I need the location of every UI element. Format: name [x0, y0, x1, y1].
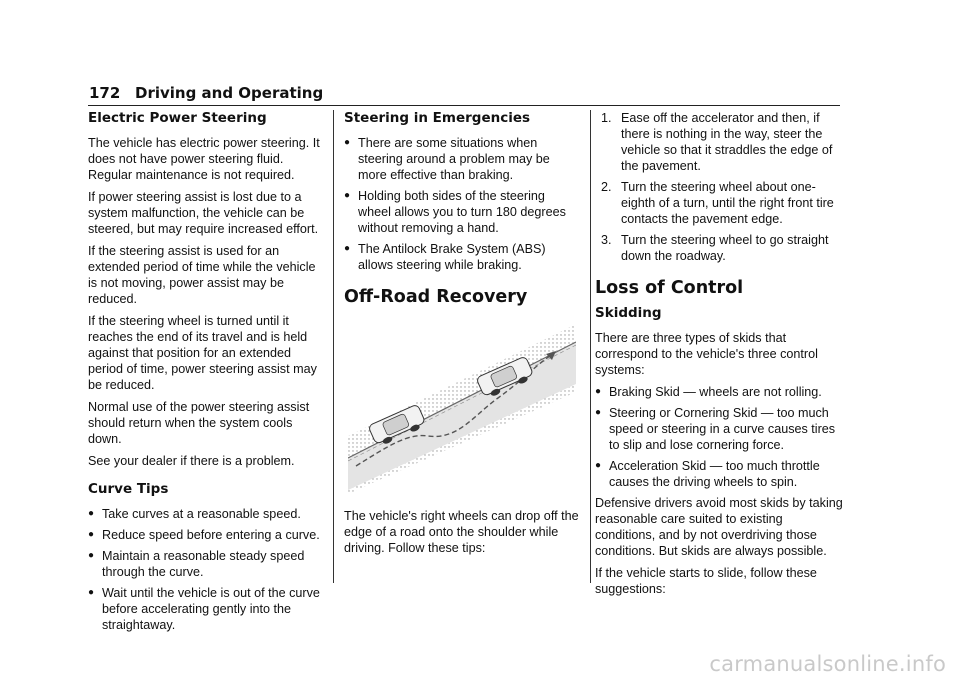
heading-curve-tips: Curve Tips: [88, 481, 169, 497]
list-item-text: Ease off the accelerator and then, if there is nothing in the way, steer the vehicle so that it straddles the edge of the pavement.: [621, 111, 833, 173]
heading-off-road-recovery: Off-Road Recovery: [344, 287, 528, 307]
step-number: 3.: [601, 233, 612, 247]
page-number: 172: [89, 84, 121, 102]
heading-skidding: Skidding: [595, 305, 662, 321]
list-item-text: Take curves at a reasonable speed.: [102, 507, 301, 521]
list-item: [595, 179, 845, 227]
road-surface: [348, 342, 576, 490]
watermark: carmanualsonline.info: [709, 652, 946, 676]
bullet-icon: ●: [595, 386, 602, 397]
list-item: [595, 405, 845, 453]
paragraph: See your dealer if there is a problem.: [88, 454, 295, 468]
emergency-list: [344, 135, 580, 273]
list-item-text: There are some situations when steering around a problem may be more effective than braking.: [358, 136, 550, 182]
paragraph: If power steering assist is lost due to a system malfunction, the vehicle can be steered, but may require increased effort.: [88, 190, 319, 236]
paragraph: The vehicle has electric power steering. It does not have power steering fluid. Regular maintenance is not required.: [88, 136, 320, 182]
list-item: [88, 548, 324, 580]
list-item-text: Reduce speed before entering a curve.: [102, 528, 320, 542]
paragraph: Defensive drivers avoid most skids by taking reasonable care suited to existing conditions, and by not overdriving those conditions. But skids are always possible.: [595, 496, 843, 558]
column-divider: [333, 110, 334, 583]
list-item-text: Wait until the vehicle is out of the curve before accelerating gently into the straightaway.: [102, 586, 320, 632]
curve-tips-list: [88, 506, 324, 633]
paragraph: The vehicle's right wheels can drop off the edge of a road onto the shoulder while driving. Follow these tips:: [344, 509, 579, 555]
list-item-text: Steering or Cornering Skid — too much speed or steering in a curve causes tires to slip and lose cornering force.: [609, 406, 836, 452]
list-item: [344, 241, 580, 273]
column-divider: [590, 110, 591, 583]
paragraph: There are three types of skids that correspond to the vehicle's three control systems:: [595, 331, 818, 377]
list-item-text: Acceleration Skid — too much throttle causes the driving wheels to spin.: [609, 459, 820, 489]
bullet-icon: ●: [344, 137, 351, 148]
list-item: [595, 384, 845, 400]
list-item: [344, 135, 580, 183]
bullet-icon: ●: [88, 587, 95, 598]
paragraph: If the steering assist is used for an extended period of time while the vehicle is not moving, power assist may be reduced.: [88, 244, 316, 306]
recovery-steps: [595, 110, 845, 264]
list-item: [595, 458, 845, 490]
heading-steering-emergencies: Steering in Emergencies: [344, 110, 531, 126]
list-item: [344, 188, 580, 236]
list-item-text: Braking Skid — wheels are not rolling.: [609, 385, 822, 399]
bullet-icon: ●: [595, 407, 602, 418]
list-item: [88, 585, 324, 633]
bullet-icon: ●: [344, 243, 351, 254]
column-2: [344, 110, 580, 562]
step-number: 1.: [601, 111, 612, 125]
list-item-text: Turn the steering wheel about one-eighth of a turn, until the right front tire contacts the pavement edge.: [621, 180, 834, 226]
paragraph: Normal use of the power steering assist should return when the system cools down.: [88, 400, 310, 446]
paragraph: If the vehicle starts to slide, follow these suggestions:: [595, 566, 817, 596]
list-item: [595, 232, 845, 264]
paragraph: If the steering wheel is turned until it reaches the end of its travel and is held against that position for an extended period of time, power steering assist may be reduced.: [88, 314, 317, 392]
bullet-icon: ●: [88, 550, 95, 561]
heading-loss-of-control: Loss of Control: [595, 278, 744, 298]
list-item: [88, 527, 324, 543]
step-number: 2.: [601, 180, 612, 194]
bullet-icon: ●: [88, 529, 95, 540]
list-item-text: Holding both sides of the steering wheel allows you to turn 180 degrees without removing a hand.: [358, 189, 566, 235]
heading-electric-power-steering: Electric Power Steering: [88, 110, 267, 126]
list-item: [88, 506, 324, 522]
bullet-icon: ●: [344, 190, 351, 201]
list-item-text: Maintain a reasonable steady speed through the curve.: [102, 549, 305, 579]
list-item-text: Turn the steering wheel to go straight down the roadway.: [621, 233, 829, 263]
list-item: [595, 110, 845, 174]
skid-types-list: [595, 384, 845, 490]
column-1: [88, 110, 324, 638]
bullet-icon: ●: [88, 508, 95, 519]
section-title: Driving and Operating: [135, 84, 324, 102]
bullet-icon: ●: [595, 460, 602, 471]
off-road-recovery-illustration: [348, 318, 576, 494]
list-item-text: The Antilock Brake System (ABS) allows steering while braking.: [358, 242, 546, 272]
page-header: [88, 84, 840, 106]
column-3: [595, 110, 845, 603]
